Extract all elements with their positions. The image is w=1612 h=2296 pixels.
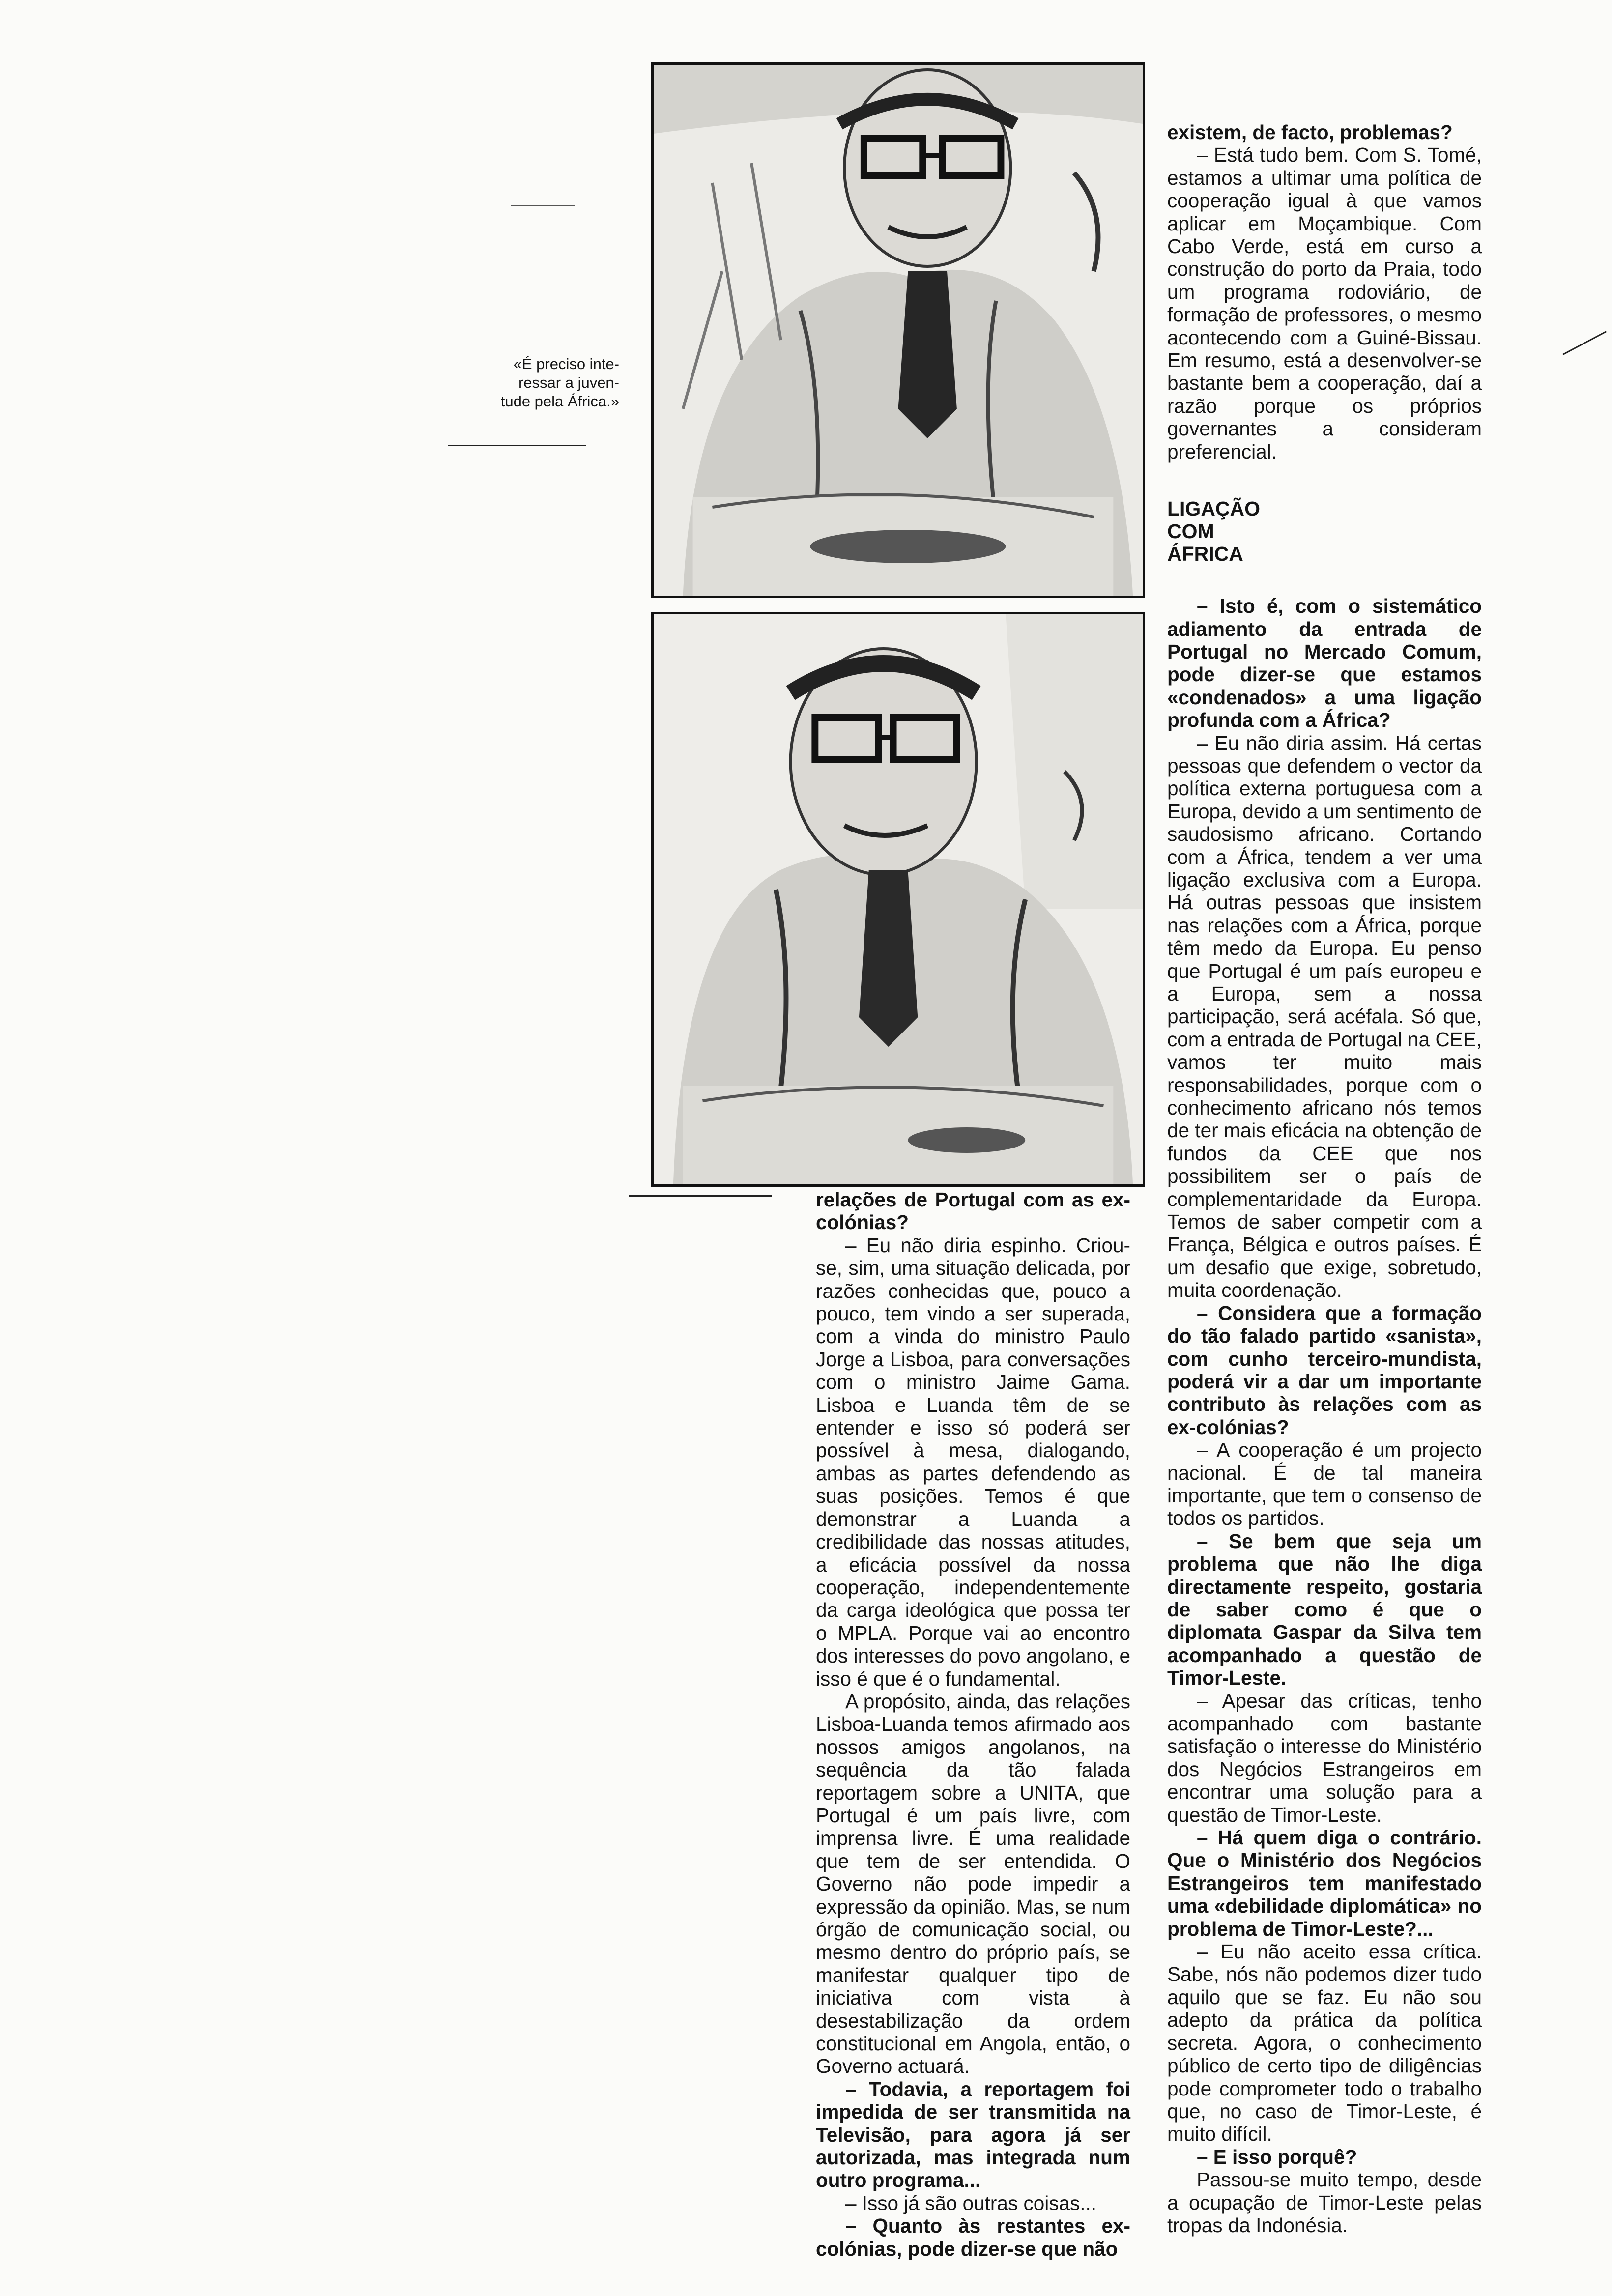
answer-paragraph: – Eu não diria assim. Há certas pessoas que defendem o vector da política externa portuguesa com a Europa, devido a um sentimento de saudosismo africano. Cortando com a África, tendem a ver uma ligação exclusiva com a Europa. Há outras pessoas que insistem nas relações com a África, porque têm medo da Europa. Eu penso que Portugal é um país europeu e a Europa, sem a nossa participação, será acéfala. Só que, com a entrada de Portugal na CEE, vamos ter muito mais responsabilidades, porque com o conhecimento africano nós temos de ter mais eficácia na obtenção de fundos da CEE que nos possibilitem ser o país de complementaridade da Europa. Temos de saber competir com a França, Bélgica e outros países. É um desafio que exige, sobretudo, muita coordenação. xyxy=(1167,731,1482,1302)
caption-rule xyxy=(448,445,586,446)
margin-mark xyxy=(511,205,575,206)
answer-paragraph: – Está tudo bem. Com S. Tomé, estamos a ultimar uma política de cooperação igual à que vamos aplicar em Moçambique. Com Cabo Verde, está em curso a construção do porto da Praia, todo um programa rodoviário, de formação de professores, o mesmo acontecendo com a Guiné-Bissau. Em resumo, está a desenvolver-se bastante bem a cooperação, daí a razão porque os próprios governantes a consideram preferencial. xyxy=(1167,144,1482,463)
question-paragraph: – Todavia, a reportagem foi impedida de ser transmitida na Televisão, para agora já ser autorizada, mas integrada num outro programa... xyxy=(816,2077,1130,2192)
photo-top xyxy=(651,62,1145,598)
question-paragraph: – Quanto às restantes ex-colónias, pode dizer-se que não xyxy=(816,2214,1130,2260)
caption-line: «É preciso inte- xyxy=(513,355,619,373)
caption-line: ressar a juven- xyxy=(518,374,619,391)
photo-bottom xyxy=(651,612,1145,1187)
question-paragraph: – E isso porquê? xyxy=(1197,2145,1357,2168)
caption-line: tude pela África.» xyxy=(500,393,619,410)
answer-paragraph: – Isso já são outras coisas... xyxy=(845,2191,1096,2214)
answer-paragraph: Passou-se muito tempo, desde a ocupação de Timor-Leste pelas tropas da Indonésia. xyxy=(1167,2168,1482,2237)
article-column-a xyxy=(816,1188,1130,2260)
column-lead-rule xyxy=(629,1195,772,1197)
question-paragraph: – Considera que a formação do tão falado partido «sanista», com cunho terceiro-mundista, poderá vir a dar um importante contributo às relações com as ex-colónias? xyxy=(1167,1301,1482,1438)
answer-paragraph: A propósito, ainda, das relações Lisboa-Luanda temos afirmado aos nossos amigos angolanos, na sequência da tão falada reportagem sobre a UNITA, que Portugal é um país livre, com imprensa livre. É uma realidade que tem de ser entendida. O Governo não pode impedir a expressão da opinião. Mas, se num órgão de comunicação social, ou mesmo dentro do próprio país, se manifestar qualquer tipo de iniciativa com vista à desestabilização da ordem constitucional em Angola, então, o Governo actuará. xyxy=(816,1690,1130,2078)
question-paragraph: – Há quem diga o contrário. Que o Ministério dos Negócios Estrangeiros tem manifestado uma «debilidade diplomática» no problema de Timor-Leste?... xyxy=(1167,1826,1482,1940)
answer-paragraph: – Apesar das críticas, tenho acompanhado com bastante satisfação o interesse do Ministério dos Negócios Estrangeiros em encontrar uma solução para a questão de Timor-Leste. xyxy=(1167,1689,1482,1826)
section-heading: LIGAÇÃO COM ÁFRICA xyxy=(1167,497,1261,566)
question-paragraph: existem, de facto, problemas? xyxy=(1167,121,1453,144)
answer-paragraph: – Eu não aceito essa crítica. Sabe, nós não podemos dizer tudo aquilo que se faz. Eu não sou adepto da prática da política secreta. Agora, o conhecimento público de certo tipo de diligências pode comprometer todo o trabalho que, no caso de Timor-Leste, é muito difícil. xyxy=(1167,1940,1482,2146)
answer-paragraph: – Eu não diria espinho. Criou-se, sim, uma situação delicada, por razões conhecidas que, pouco a pouco, tem vindo a ser superada, com a vinda do ministro Paulo Jorge a Lisboa, para conversações com o ministro Jaime Gama. Lisboa e Luanda têm de se entender e isso só poderá ser possível à mesa, dialogando, ambas as partes defendendo as suas posições. Temos é que demonstrar a Luanda a credibilidade das nossas atitudes, a eficácia possível da nossa cooperação, independentemente da carga ideológica que possa ter o MPLA. Porque vai ao encontro dos interesses do povo angolano, e isso é que é o fundamental. xyxy=(816,1234,1130,1690)
portrait-illustration-bottom xyxy=(654,614,1143,1184)
article-column-b xyxy=(1167,121,1482,2237)
question-paragraph: – Isto é, com o sistemático adiamento da entrada de Portugal no Mercado Comum, pode dizer-se que estamos «condenados» a uma ligação profunda com a África? xyxy=(1167,595,1482,732)
question-paragraph: relações de Portugal com as ex-colónias? xyxy=(816,1188,1130,1234)
answer-paragraph: – A cooperação é um projecto nacional. É de tal maneira importante, que tem o consenso de todos os partidos. xyxy=(1167,1438,1482,1530)
margin-mark xyxy=(1562,331,1607,355)
question-paragraph: – Se bem que seja um problema que não lhe diga directamente respeito, gostaria de saber como é que o diplomata Gaspar da Silva tem acompanhado a questão de Timor-Leste. xyxy=(1167,1529,1482,1690)
portrait-illustration-top xyxy=(654,65,1143,596)
pull-quote-caption xyxy=(462,355,619,411)
